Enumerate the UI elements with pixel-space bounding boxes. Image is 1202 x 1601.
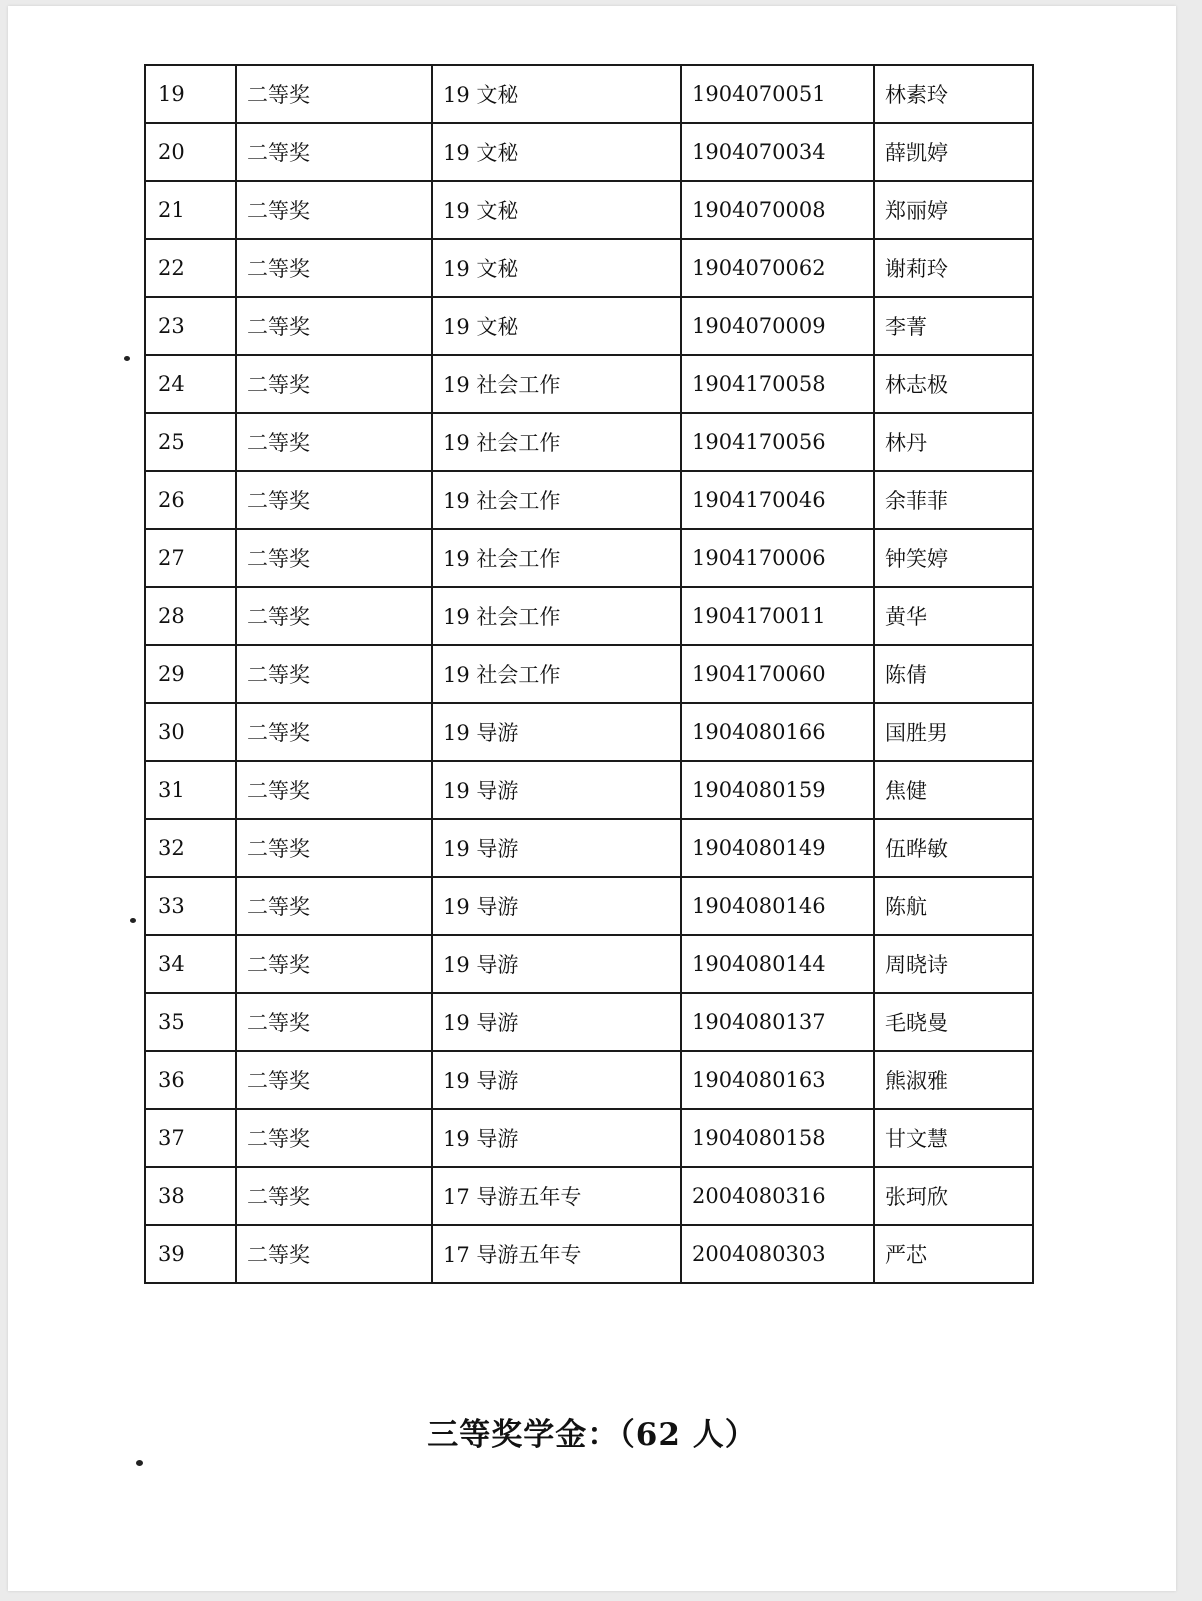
award-level-cell: 二等奖 bbox=[236, 239, 432, 297]
award-level-cell: 二等奖 bbox=[236, 471, 432, 529]
row-number-cell: 28 bbox=[145, 587, 236, 645]
row-number-cell: 32 bbox=[145, 819, 236, 877]
row-number-cell: 20 bbox=[145, 123, 236, 181]
award-level-cell: 二等奖 bbox=[236, 761, 432, 819]
student-id-cell: 1904070034 bbox=[681, 123, 874, 181]
section-heading: 三等奖学金：（62 人） bbox=[427, 1417, 757, 1453]
student-id-cell: 1904080149 bbox=[681, 819, 874, 877]
award-table-body bbox=[145, 65, 1033, 1283]
table-row bbox=[145, 1225, 1033, 1283]
class-name-cell: 19 社会工作 bbox=[432, 645, 681, 703]
class-name-cell: 19 社会工作 bbox=[432, 587, 681, 645]
student-name-cell: 林志极 bbox=[874, 355, 1033, 413]
student-id-cell: 1904080146 bbox=[681, 877, 874, 935]
student-name-cell: 甘文慧 bbox=[874, 1109, 1033, 1167]
class-name-cell: 19 导游 bbox=[432, 703, 681, 761]
student-id-cell: 1904070051 bbox=[681, 65, 874, 123]
student-name-cell: 陈倩 bbox=[874, 645, 1033, 703]
student-name-cell: 钟笑婷 bbox=[874, 529, 1033, 587]
row-number-cell: 22 bbox=[145, 239, 236, 297]
student-name-cell: 伍晔敏 bbox=[874, 819, 1033, 877]
student-id-cell: 1904170046 bbox=[681, 471, 874, 529]
student-id-cell: 1904070008 bbox=[681, 181, 874, 239]
row-number-cell: 37 bbox=[145, 1109, 236, 1167]
table-row bbox=[145, 529, 1033, 587]
scan-speck bbox=[130, 918, 136, 923]
award-level-cell: 二等奖 bbox=[236, 123, 432, 181]
award-level-cell: 二等奖 bbox=[236, 645, 432, 703]
award-level-cell: 二等奖 bbox=[236, 587, 432, 645]
table-row bbox=[145, 65, 1033, 123]
table-row bbox=[145, 1109, 1033, 1167]
class-name-cell: 19 社会工作 bbox=[432, 355, 681, 413]
scan-speck bbox=[124, 356, 130, 361]
table-row bbox=[145, 1167, 1033, 1225]
student-name-cell: 黄华 bbox=[874, 587, 1033, 645]
award-level-cell: 二等奖 bbox=[236, 181, 432, 239]
class-name-cell: 19 导游 bbox=[432, 1109, 681, 1167]
class-name-cell: 19 社会工作 bbox=[432, 471, 681, 529]
table-row bbox=[145, 239, 1033, 297]
student-name-cell: 严芯 bbox=[874, 1225, 1033, 1283]
class-name-cell: 17 导游五年专 bbox=[432, 1167, 681, 1225]
table-row bbox=[145, 587, 1033, 645]
table-row bbox=[145, 935, 1033, 993]
class-name-cell: 19 导游 bbox=[432, 761, 681, 819]
row-number-cell: 27 bbox=[145, 529, 236, 587]
award-level-cell: 二等奖 bbox=[236, 65, 432, 123]
student-name-cell: 熊淑雅 bbox=[874, 1051, 1033, 1109]
table-row bbox=[145, 819, 1033, 877]
student-name-cell: 李菁 bbox=[874, 297, 1033, 355]
award-level-cell: 二等奖 bbox=[236, 297, 432, 355]
table-row bbox=[145, 181, 1033, 239]
student-id-cell: 1904080166 bbox=[681, 703, 874, 761]
award-level-cell: 二等奖 bbox=[236, 819, 432, 877]
table-row bbox=[145, 297, 1033, 355]
row-number-cell: 25 bbox=[145, 413, 236, 471]
table-row bbox=[145, 703, 1033, 761]
row-number-cell: 35 bbox=[145, 993, 236, 1051]
table-row bbox=[145, 413, 1033, 471]
class-name-cell: 19 导游 bbox=[432, 1051, 681, 1109]
student-id-cell: 1904170011 bbox=[681, 587, 874, 645]
row-number-cell: 24 bbox=[145, 355, 236, 413]
document-page bbox=[8, 6, 1176, 1591]
table-row bbox=[145, 471, 1033, 529]
row-number-cell: 19 bbox=[145, 65, 236, 123]
student-id-cell: 1904070009 bbox=[681, 297, 874, 355]
class-name-cell: 19 导游 bbox=[432, 877, 681, 935]
row-number-cell: 30 bbox=[145, 703, 236, 761]
student-id-cell: 2004080316 bbox=[681, 1167, 874, 1225]
row-number-cell: 29 bbox=[145, 645, 236, 703]
student-id-cell: 2004080303 bbox=[681, 1225, 874, 1283]
class-name-cell: 19 社会工作 bbox=[432, 529, 681, 587]
award-level-cell: 二等奖 bbox=[236, 1109, 432, 1167]
award-level-cell: 二等奖 bbox=[236, 877, 432, 935]
student-id-cell: 1904170058 bbox=[681, 355, 874, 413]
table-row bbox=[145, 645, 1033, 703]
table-row bbox=[145, 993, 1033, 1051]
class-name-cell: 19 文秘 bbox=[432, 181, 681, 239]
award-level-cell: 二等奖 bbox=[236, 355, 432, 413]
class-name-cell: 19 文秘 bbox=[432, 123, 681, 181]
award-level-cell: 二等奖 bbox=[236, 1225, 432, 1283]
row-number-cell: 31 bbox=[145, 761, 236, 819]
table-row bbox=[145, 355, 1033, 413]
table-row bbox=[145, 761, 1033, 819]
award-level-cell: 二等奖 bbox=[236, 993, 432, 1051]
award-table bbox=[144, 64, 1034, 1284]
student-id-cell: 1904070062 bbox=[681, 239, 874, 297]
student-id-cell: 1904080137 bbox=[681, 993, 874, 1051]
student-id-cell: 1904080144 bbox=[681, 935, 874, 993]
student-name-cell: 陈航 bbox=[874, 877, 1033, 935]
student-name-cell: 林丹 bbox=[874, 413, 1033, 471]
table-row bbox=[145, 123, 1033, 181]
class-name-cell: 19 社会工作 bbox=[432, 413, 681, 471]
student-name-cell: 周晓诗 bbox=[874, 935, 1033, 993]
row-number-cell: 23 bbox=[145, 297, 236, 355]
student-name-cell: 余菲菲 bbox=[874, 471, 1033, 529]
row-number-cell: 38 bbox=[145, 1167, 236, 1225]
student-id-cell: 1904170006 bbox=[681, 529, 874, 587]
student-name-cell: 谢莉玲 bbox=[874, 239, 1033, 297]
row-number-cell: 36 bbox=[145, 1051, 236, 1109]
award-level-cell: 二等奖 bbox=[236, 529, 432, 587]
class-name-cell: 19 导游 bbox=[432, 993, 681, 1051]
student-name-cell: 薛凯婷 bbox=[874, 123, 1033, 181]
student-name-cell: 林素玲 bbox=[874, 65, 1033, 123]
student-id-cell: 1904170060 bbox=[681, 645, 874, 703]
student-name-cell: 毛晓曼 bbox=[874, 993, 1033, 1051]
table-row bbox=[145, 877, 1033, 935]
student-id-cell: 1904080159 bbox=[681, 761, 874, 819]
award-level-cell: 二等奖 bbox=[236, 703, 432, 761]
class-name-cell: 19 导游 bbox=[432, 819, 681, 877]
student-id-cell: 1904080163 bbox=[681, 1051, 874, 1109]
student-name-cell: 焦健 bbox=[874, 761, 1033, 819]
class-name-cell: 17 导游五年专 bbox=[432, 1225, 681, 1283]
student-name-cell: 郑丽婷 bbox=[874, 181, 1033, 239]
student-name-cell: 张珂欣 bbox=[874, 1167, 1033, 1225]
row-number-cell: 34 bbox=[145, 935, 236, 993]
table-row bbox=[145, 1051, 1033, 1109]
award-level-cell: 二等奖 bbox=[236, 1167, 432, 1225]
student-name-cell: 国胜男 bbox=[874, 703, 1033, 761]
student-id-cell: 1904170056 bbox=[681, 413, 874, 471]
student-id-cell: 1904080158 bbox=[681, 1109, 874, 1167]
row-number-cell: 33 bbox=[145, 877, 236, 935]
award-level-cell: 二等奖 bbox=[236, 1051, 432, 1109]
scan-speck bbox=[136, 1460, 143, 1466]
row-number-cell: 39 bbox=[145, 1225, 236, 1283]
class-name-cell: 19 文秘 bbox=[432, 297, 681, 355]
class-name-cell: 19 文秘 bbox=[432, 239, 681, 297]
award-level-cell: 二等奖 bbox=[236, 935, 432, 993]
row-number-cell: 21 bbox=[145, 181, 236, 239]
class-name-cell: 19 文秘 bbox=[432, 65, 681, 123]
row-number-cell: 26 bbox=[145, 471, 236, 529]
award-level-cell: 二等奖 bbox=[236, 413, 432, 471]
class-name-cell: 19 导游 bbox=[432, 935, 681, 993]
